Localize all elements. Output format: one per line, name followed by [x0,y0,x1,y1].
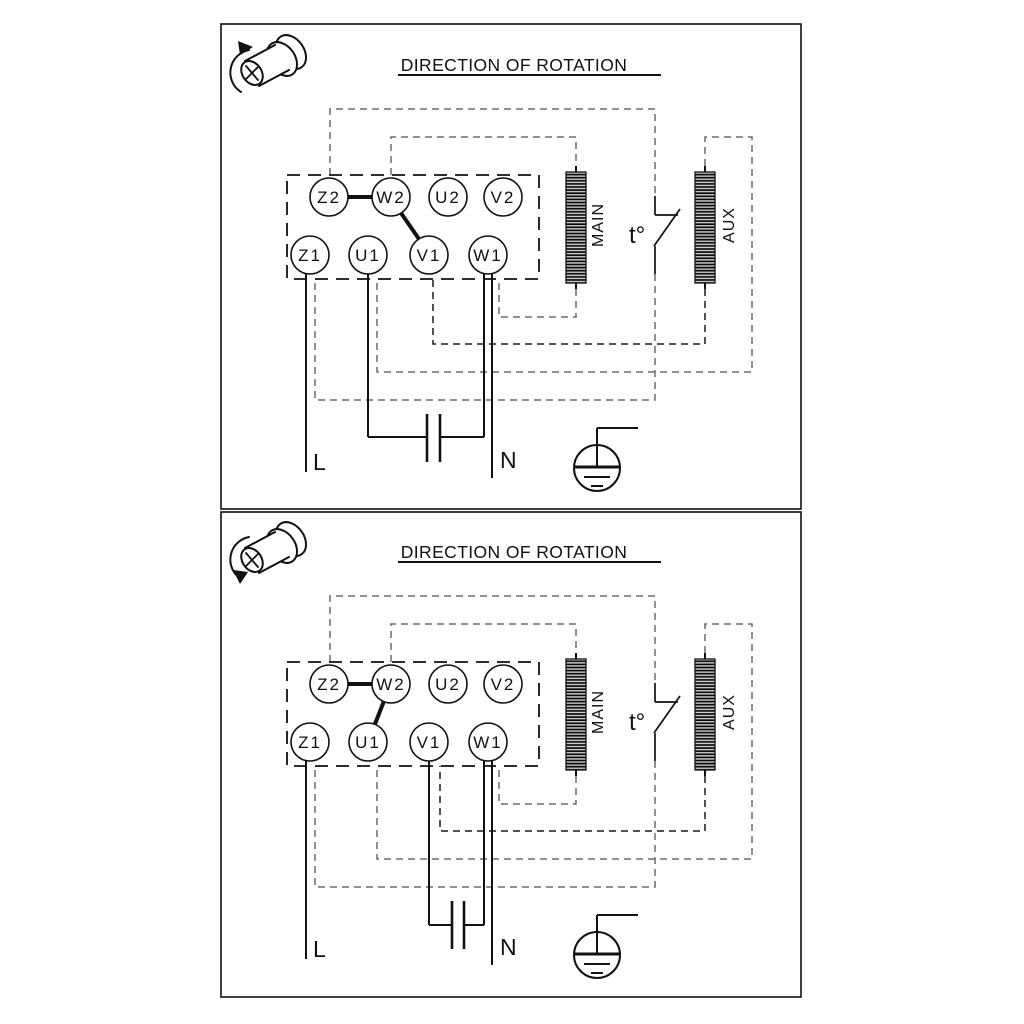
wire-w2-to-main-top [391,137,576,175]
supply-wiring [306,274,517,478]
terminal-label: V2 [490,188,516,207]
aux-winding [695,653,738,776]
live-label: L [313,449,326,475]
earth-symbol [574,428,638,491]
wire-main-bottom-to-w1 [499,279,576,317]
panel-title: DIRECTION OF ROTATION [400,55,628,75]
terminal-label: U1 [355,246,381,265]
shaft-rotation-cw-icon [230,516,312,584]
aux-winding-label: AUX [721,207,738,243]
terminal-u2 [429,665,467,703]
terminal-z2 [310,178,348,216]
bridge-w2-u1 [375,701,384,724]
panel-1 [221,24,801,509]
neutral-label: N [500,447,517,473]
terminal-v1 [410,236,448,274]
terminal-label: U2 [435,188,461,207]
neutral-label: N [500,934,517,960]
terminal-w1 [469,723,507,761]
terminal-label: V2 [490,675,516,694]
terminal-label: W2 [376,675,406,694]
terminal-w1 [469,236,507,274]
main-winding [566,166,607,289]
terminal-u1 [349,236,387,274]
main-winding-label: MAIN [590,203,607,247]
terminal-v2 [484,178,522,216]
terminal-label: W1 [473,733,503,752]
wire-main-bottom-to-w1 [499,766,576,804]
bridge-w2-v1 [401,213,419,239]
terminal-label: Z1 [298,733,322,752]
terminal-block [287,175,539,279]
terminal-label: W2 [376,188,406,207]
main-winding-label: MAIN [590,690,607,734]
wire-w2-to-main-top [391,624,576,662]
terminal-w2 [372,665,410,703]
terminal-u2 [429,178,467,216]
aux-winding-coil [695,172,715,283]
terminal-block [287,662,539,766]
supply-wiring [306,761,517,965]
terminal-label: U1 [355,733,381,752]
main-winding-coil [566,659,586,770]
earth-symbol [574,915,638,978]
terminal-label: Z1 [298,246,322,265]
terminal-z1 [291,723,329,761]
terminal-z2 [310,665,348,703]
main-winding-coil [566,172,586,283]
thermal-switch [629,683,680,761]
terminal-w2 [372,178,410,216]
terminal-label: V1 [416,246,442,265]
aux-winding [695,166,738,289]
thermal-switch-label: t° [629,222,646,249]
main-winding [566,653,607,776]
aux-winding-coil [695,659,715,770]
thermal-switch [629,196,680,274]
shaft-rotation-ccw-icon [230,29,312,92]
terminal-label: Z2 [317,675,341,694]
live-label: L [313,936,326,962]
terminal-u1 [349,723,387,761]
terminal-label: W1 [473,246,503,265]
aux-winding-label: AUX [721,694,738,730]
terminal-v1 [410,723,448,761]
panel-title: DIRECTION OF ROTATION [400,542,628,562]
terminal-label: U2 [435,675,461,694]
terminal-label: Z2 [317,188,341,207]
terminal-v2 [484,665,522,703]
wire-aux-bottom-to-v1 [433,279,705,344]
rotation-arrow-head [238,41,253,55]
terminal-z1 [291,236,329,274]
rotation-arrow-head [233,570,248,584]
thermal-switch-label: t° [629,709,646,736]
panel-2 [221,512,801,997]
wire-aux-bottom-to-v1 [440,766,705,831]
terminal-label: V1 [416,733,442,752]
